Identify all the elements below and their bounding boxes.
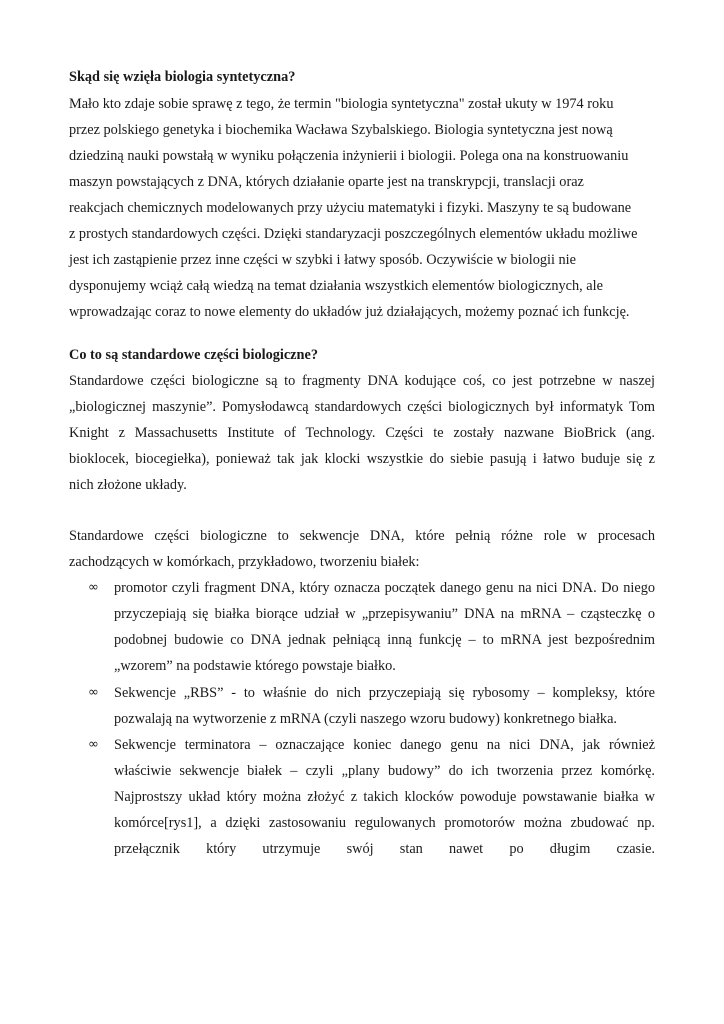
paragraph-line: jest ich zastąpienie przez inne części w szybki i łatwy sposób. Oczywiście w biologii nie xyxy=(69,252,576,268)
paragraph-line: Knight z Massachusetts Institute of Technology. Części te zostały nazwane BioBrick (ang. xyxy=(69,425,655,441)
heading-standard-parts: Co to są standardowe części biologiczne? xyxy=(69,347,318,363)
infinity-bullet-icon: ∞ xyxy=(88,685,99,700)
paragraph-line: „biologicznej maszynie”. Pomysłodawcą standardowych części biologicznych był informatyk Tom xyxy=(69,399,655,415)
paragraph-line: zachodzących w komórkach, przykładowo, tworzeniu białek: xyxy=(69,554,420,570)
list-item-line: przyczepiają się białka biorące udział w „przepisywaniu” DNA na mRNA – cząsteczkę o xyxy=(114,606,655,622)
paragraph-line: dysponujemy wciąż całą wiedzą na temat działania wszystkich elementów biologicznych, ale xyxy=(69,278,603,294)
list-item-line: właściwie sekwencje białek – czyli „plany budowy” do ich tworzenia przez komórkę. xyxy=(114,763,655,779)
list-item-line: przełącznik który utrzymuje swój stan nawet po długim czasie. xyxy=(114,841,655,857)
infinity-bullet-icon: ∞ xyxy=(88,580,99,595)
paragraph-line: nich złożone układy. xyxy=(69,477,187,493)
paragraph-line: Standardowe części biologiczne są to fragmenty DNA kodujące coś, co jest potrzebne w naszej xyxy=(69,373,655,389)
list-item-line: promotor czyli fragment DNA, który oznacza początek danego genu na nici DNA. Do niego xyxy=(114,580,655,596)
paragraph-line: przez polskiego genetyka i biochemika Wacława Szybalskiego. Biologia syntetyczna jest nową xyxy=(69,122,613,138)
paragraph-line: reakcjach chemicznych modelowanych przy użyciu matematyki i fizyki. Maszyny te są budowane xyxy=(69,200,632,216)
paragraph-line: bioklocek, biocegiełka), ponieważ tak jak klocki wszystkie do siebie pasują i łatwo buduje się z xyxy=(69,451,655,467)
list-item-line: podobnej budowie co DNA jednak pełniącą inną funkcję – to mRNA jest bezpośrednim xyxy=(114,632,655,648)
paragraph-line: z prostych standardowych części. Dzięki standaryzacji poszczególnych elementów układu możliwe xyxy=(69,226,638,242)
paragraph-line: Standardowe części biologiczne to sekwencje DNA, które pełnią różne role w procesach xyxy=(69,528,655,544)
list-item-line: komórce[rys1], a dzięki zastosowaniu regulowanych promotorów można zbudować np. xyxy=(114,815,655,831)
heading-synthetic-biology-origin: Skąd się wzięła biologia syntetyczna? xyxy=(69,69,296,85)
list-item-line: Sekwencje „RBS” - to właśnie do nich przyczepiają się rybosomy – kompleksy, które xyxy=(114,685,655,701)
list-item-line: „wzorem” na podstawie którego powstaje białko. xyxy=(114,658,396,674)
paragraph-line: Mało kto zdaje sobie sprawę z tego, że termin "biologia syntetyczna" został ukuty w 1974 roku xyxy=(69,96,614,112)
paragraph-line: maszyn powstających z DNA, których działanie oparte jest na transkrypcji, translacji oraz xyxy=(69,174,584,190)
paragraph-line: dziedziną nauki powstałą w wyniku połączenia inżynierii i biologii. Polega ona na konstruowaniu xyxy=(69,148,629,164)
list-item-line: Sekwencje terminatora – oznaczające koniec danego genu na nici DNA, jak również xyxy=(114,737,655,753)
list-item-line: Najprostszy układ który można złożyć z takich klocków powoduje powstawanie białka w xyxy=(114,789,655,805)
infinity-bullet-icon: ∞ xyxy=(88,737,99,752)
list-item-line: pozwalają na wytworzenie z mRNA (czyli naszego wzoru budowy) konkretnego białka. xyxy=(114,711,618,727)
paragraph-line: wprowadzając coraz to nowe elementy do układów już działających, możemy poznać ich funkcję. xyxy=(69,304,630,320)
